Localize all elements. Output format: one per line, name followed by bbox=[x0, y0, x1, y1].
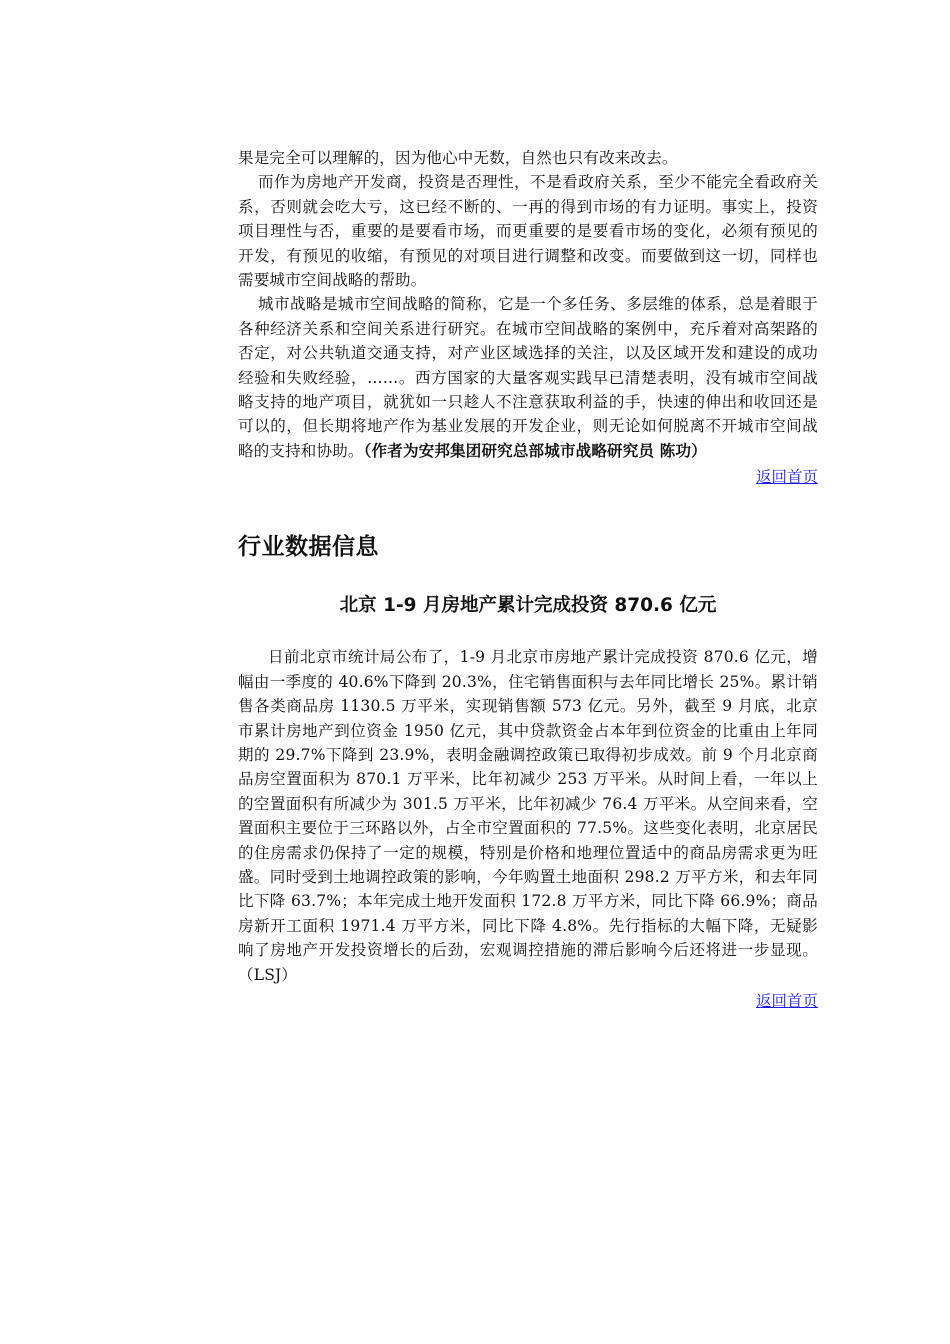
article-paragraph: 日前北京市统计局公布了，1-9 月北京市房地产累计完成投资 870.6 亿元，增幅由一季度的 40.6%下降到 20.3%，住宅销售面积与去年同比增长 25%。累计销售各类商品房 1130.5 万平米，实现销售额 573 亿元。另外，截至 9 月底，北京市累计房地产到位资金 1950 亿元，其中贷款资金占本年到位资金的比重由上年同期的 29.7%下降到 23.9%，表明金融调控政策已取得初步成效。前 9 个月北京商品房空置面积为 870.1 万平米，比年初减少 253 万平米。从时间上看，一年以上的空置面积有所减少为 301.5 万平米，比年初减少 76.4 万平米。从空间来看，空置面积主要位于三环路以外，占全市空置面积的 77.5%。这些变化表明，北京居民的住房需求仍保持了一定的规模，特别是价格和地理位置适中的商品房需求更为旺盛。同时受到土地调控政策的影响，今年购置土地面积 298.2 万平方米，和去年同比下降 63.7%；本年完成土地开发面积 172.8 万平方米，同比下降 66.9%；商品房新开工面积 1971.4 万平方米，同比下降 4.8%。先行指标的大幅下降，无疑影响了房地产开发投资增长的后劲，宏观调控措施的滞后影响今后还将进一步显现。（LSJ） bbox=[238, 648, 818, 984]
city-strategy-text: 城市战略是城市空间战略的简称，它是一个多任务、多层维的体系，总是着眼于各种经济关系和空间关系进行研究。在城市空间战略的案例中，充斥着对高架路的否定，对公共轨道交通支持，对产业区域选择的关注，以及区域开发和建设的成功经验和失败经验，……。西方国家的大量客观实践早已清楚表明，没有城市空间战略支持的地产项目，就犹如一只趁人不注意获取利益的手，快速的伸出和收回还是可以的，但长期将地产作为基业发展的开发企业，则无论如何脱离不开城市空间战略的支持和协助。 bbox=[238, 295, 818, 460]
paragraph-continued: 果是完全可以理解的，因为他心中无数，自然也只有改来改去。 bbox=[238, 149, 678, 167]
author-credit: （作者为安邦集团研究总部城市战略研究员 陈功） bbox=[363, 440, 707, 460]
paragraph-developer-investment: 而作为房地产开发商，投资是否理性，不是看政府关系，至少不能完全看政府关系，否则就会吃大亏，这已经不断的、一再的得到市场的有力证明。事实上，投资项目理性与否，重要的是要看市场，而更重要的是要看市场的变化，必须有预见的开发，有预见的收缩，有预见的对项目进行调整和改变。而要做到这一切，同样也需要城市空间战略的帮助。 bbox=[238, 173, 818, 290]
back-link-row-2 bbox=[238, 989, 818, 1013]
section-title: 行业数据信息 bbox=[238, 534, 379, 561]
back-to-home-link[interactable]: 返回首页 bbox=[755, 468, 818, 487]
paragraph-city-strategy bbox=[238, 292, 818, 463]
article-body bbox=[238, 645, 818, 987]
back-link-row-1 bbox=[238, 465, 818, 489]
article-title: 北京 1-9 月房地产累计完成投资 870.6 亿元 bbox=[339, 595, 717, 617]
back-to-home-link-2[interactable]: 返回首页 bbox=[755, 991, 818, 1010]
content-column bbox=[238, 146, 818, 1013]
